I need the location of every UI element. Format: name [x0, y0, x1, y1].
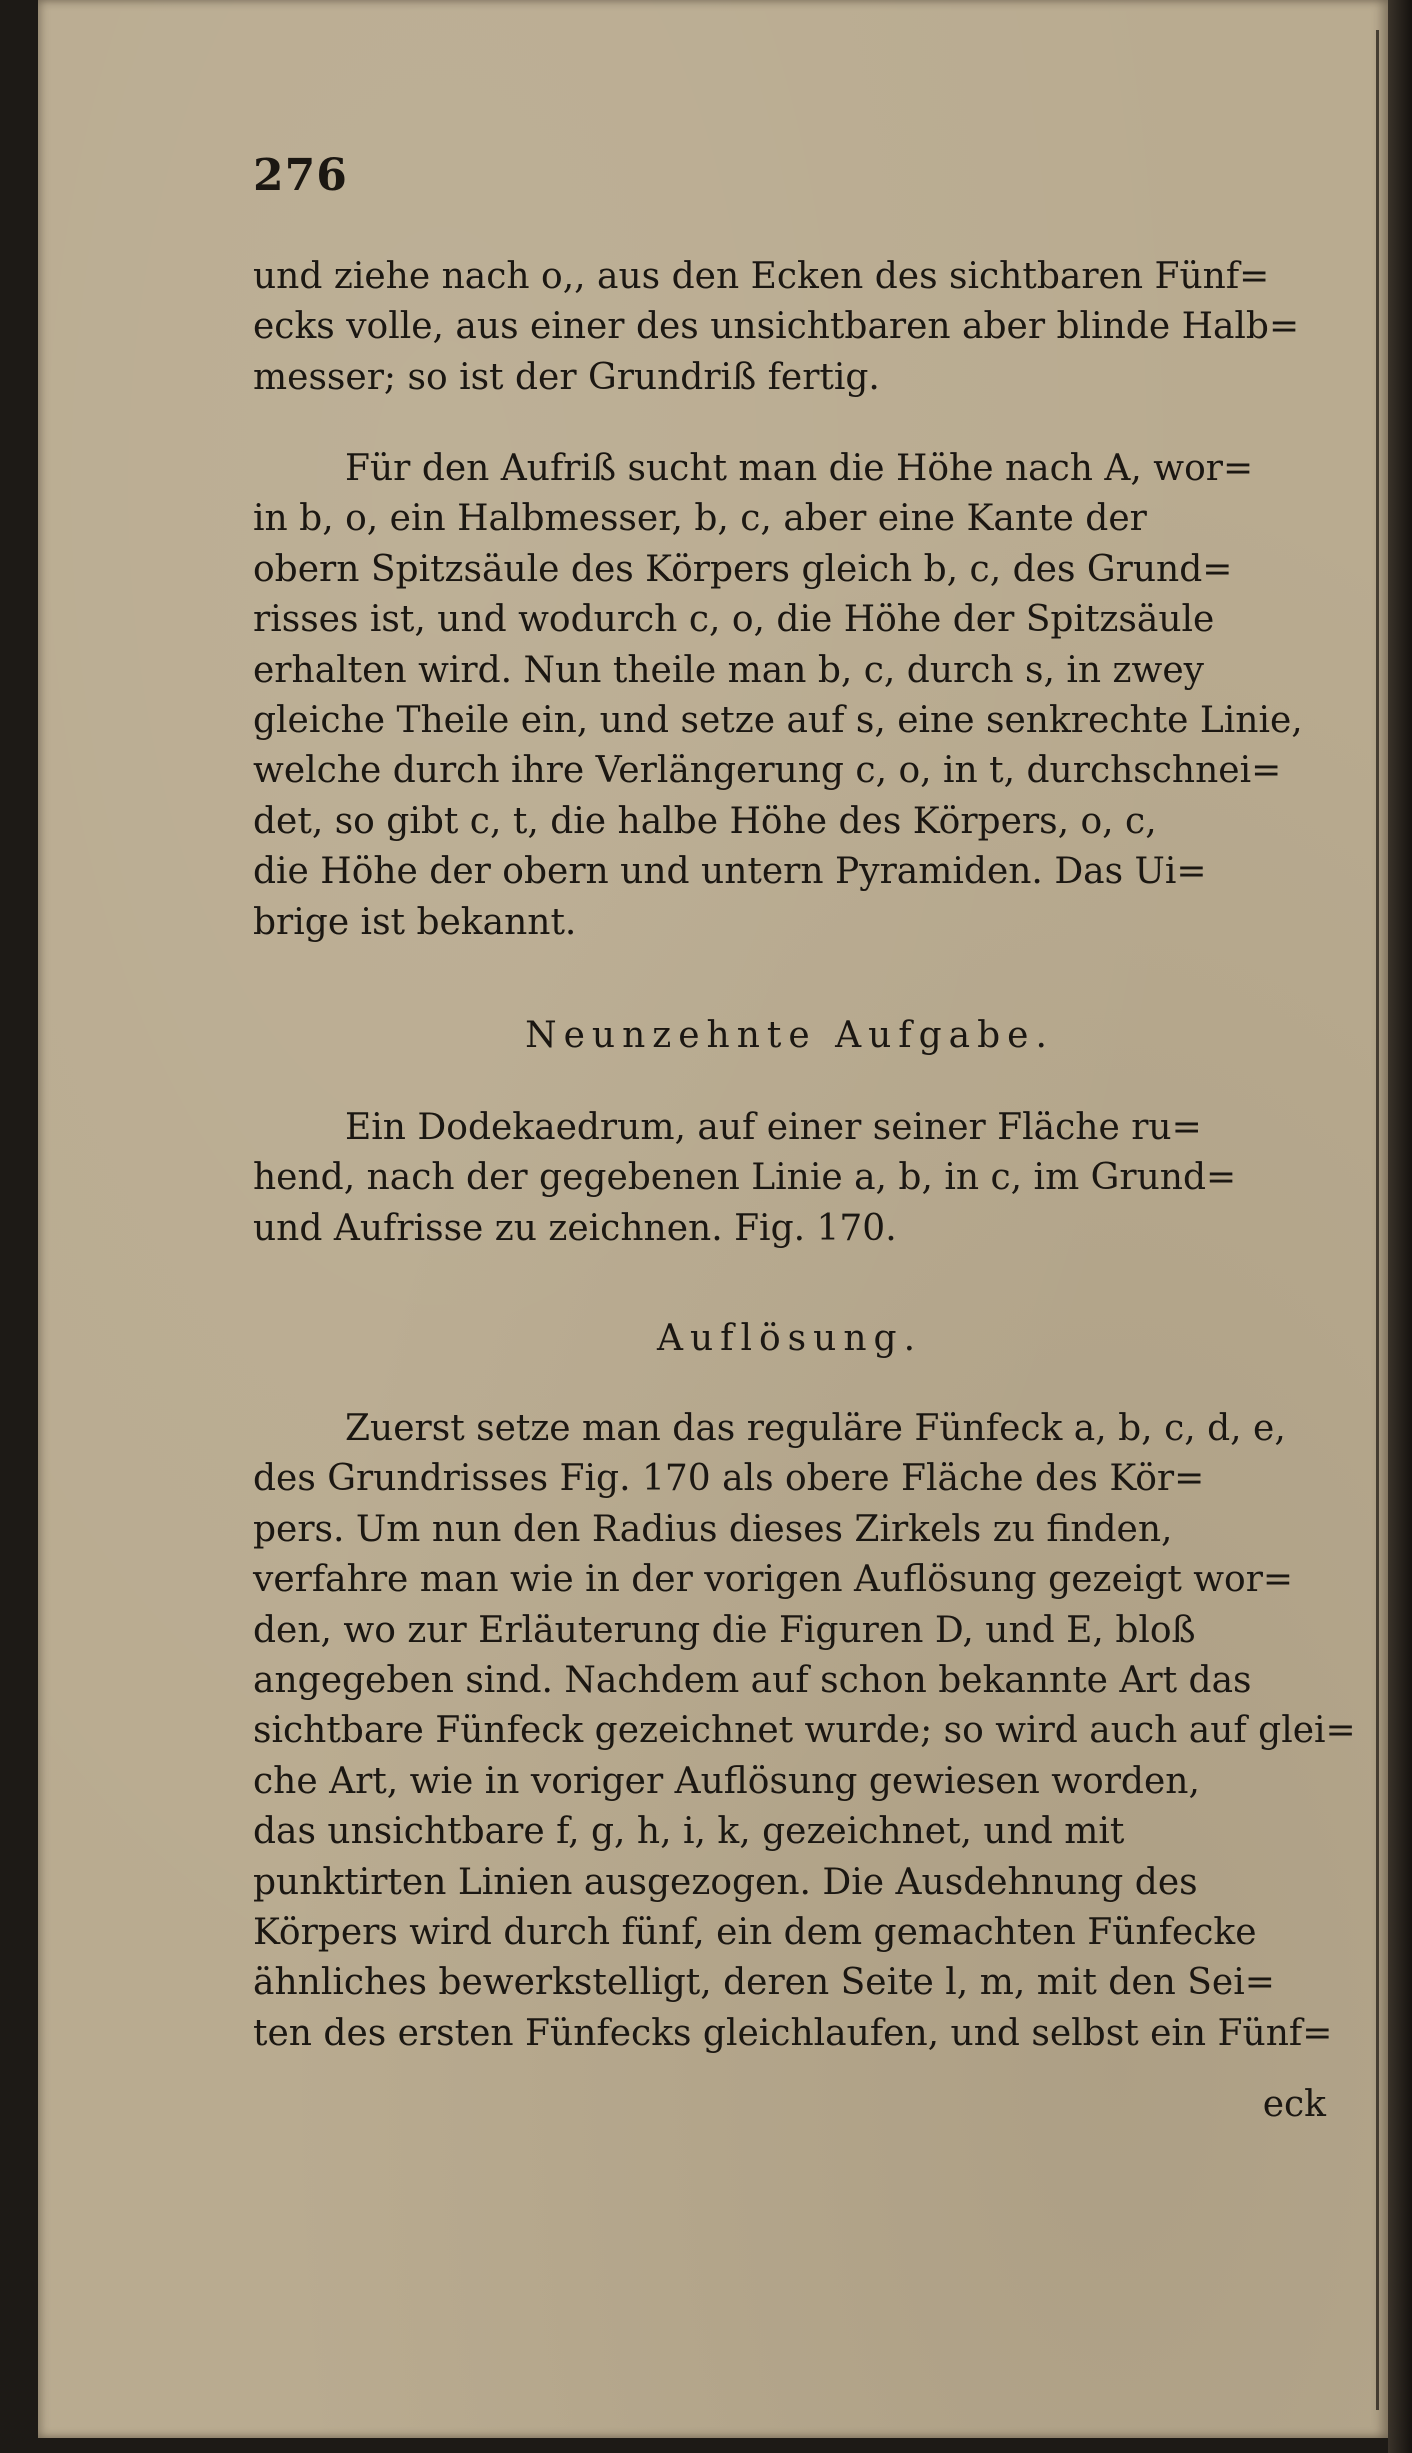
- text-line: in b, o, ein Halbmesser, b, c, aber eine Kante der: [253, 498, 1147, 540]
- text-line: das unsichtbare f, g, h, i, k, gezeichnet, und mit: [253, 1811, 1125, 1853]
- text-line: ten des ersten Fünfecks gleichlaufen, und selbst ein Fünf=: [253, 2012, 1333, 2054]
- text-line: sichtbare Fünfeck gezeichnet wurde; so wird auch auf glei=: [253, 1710, 1356, 1752]
- text-line: gleiche Theile ein, und setze auf s, eine senkrechte Linie,: [253, 700, 1303, 742]
- text-line: messer; so ist der Grundriß fertig.: [253, 356, 880, 398]
- text-line: Zuerst setze man das reguläre Fünfeck a, b, c, d, e,: [345, 1408, 1286, 1449]
- page-number: 276: [253, 150, 348, 201]
- text-line: verfahre man wie in der vorigen Auflösung gezeigt wor=: [253, 1559, 1294, 1601]
- text-line: Körpers wird durch fünf, ein dem gemachten Fünfecke: [253, 1912, 1257, 1954]
- text-line: che Art, wie in voriger Auflösung gewiesen worden,: [253, 1760, 1200, 1802]
- book-page: [38, 0, 1388, 2438]
- text-line: pers. Um nun den Radius dieses Zirkels zu finden,: [253, 1508, 1173, 1550]
- text-line: obern Spitzsäule des Körpers gleich b, c, des Grund=: [253, 548, 1233, 590]
- text-line: erhalten wird. Nun theile man b, c, durch s, in zwey: [253, 649, 1204, 691]
- text-line: und ziehe nach o,, aus den Ecken des sichtbaren Fünf=: [253, 256, 1270, 297]
- text-line: Ein Dodekaedrum, auf einer seiner Fläche ru=: [345, 1107, 1202, 1148]
- text-line: den, wo zur Erläuterung die Figuren D, und E, bloß: [253, 1609, 1196, 1651]
- paragraph-solution: [253, 1404, 1356, 2059]
- text-line: welche durch ihre Verlängerung c, o, in t, durchschnei=: [253, 750, 1282, 792]
- text-line: ecks volle, aus einer des unsichtbaren aber blinde Halb=: [253, 306, 1300, 348]
- text-line: det, so gibt c, t, die halbe Höhe des Körpers, o, c,: [253, 800, 1157, 842]
- book-edge: [1388, 0, 1412, 2453]
- text-line: und Aufrisse zu zeichnen. Fig. 170.: [253, 1207, 897, 1249]
- text-line: ähnliches bewerkstelligt, deren Seite l, m, mit den Sei=: [253, 1962, 1275, 2004]
- text-line: punktirten Linien ausgezogen. Die Ausdehnung des: [253, 1861, 1198, 1903]
- text-line: brige ist bekannt.: [253, 901, 577, 943]
- paragraph-task: [253, 1103, 1326, 1254]
- section-heading-task: Neunzehnte Aufgabe.: [525, 1015, 1054, 1056]
- catchword: eck: [1262, 2084, 1326, 2125]
- text-line: angegeben sind. Nachdem auf schon bekannte Art das: [253, 1660, 1252, 1702]
- text-line: risses ist, und wodurch c, o, die Höhe der Spitzsäule: [253, 599, 1215, 641]
- paragraph-aufriss: [253, 444, 1326, 948]
- text-line: Für den Aufriß sucht man die Höhe nach A, wor=: [345, 448, 1254, 489]
- paragraph-continuation: [253, 252, 1326, 403]
- section-heading-solution: Auflösung.: [656, 1318, 923, 1359]
- page-edge-line: [1376, 30, 1379, 2410]
- text-line: hend, nach der gegebenen Linie a, b, in c, im Grund=: [253, 1157, 1237, 1199]
- text-line: des Grundrisses Fig. 170 als obere Fläche des Kör=: [253, 1458, 1205, 1500]
- text-line: die Höhe der obern und untern Pyramiden. Das Ui=: [253, 851, 1207, 893]
